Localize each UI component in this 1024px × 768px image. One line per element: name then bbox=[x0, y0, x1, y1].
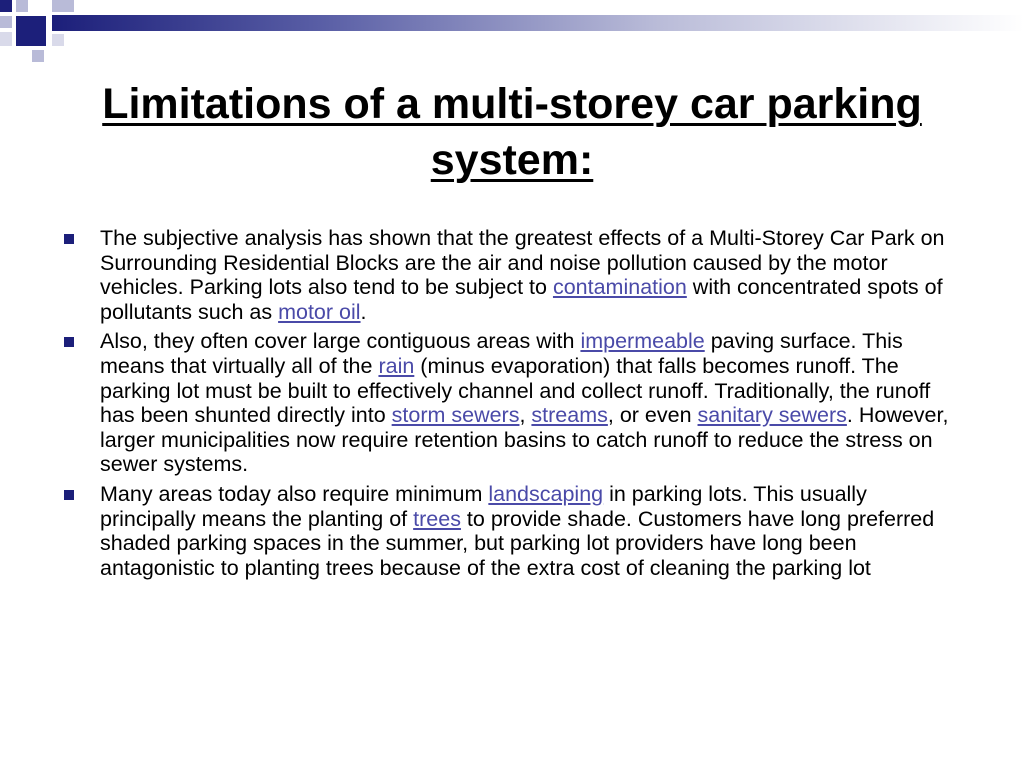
deco-square bbox=[52, 0, 74, 12]
deco-square bbox=[0, 32, 12, 46]
header-gradient-bar bbox=[52, 15, 1024, 31]
square-bullet-icon bbox=[64, 337, 74, 347]
deco-square bbox=[16, 0, 28, 12]
link-streams[interactable]: streams bbox=[531, 403, 608, 428]
link-rain[interactable]: rain bbox=[378, 353, 415, 378]
deco-square bbox=[32, 50, 44, 62]
deco-square bbox=[16, 16, 46, 46]
square-bullet-icon bbox=[64, 234, 74, 244]
link-landscaping[interactable]: landscaping bbox=[488, 481, 604, 506]
bullet-item bbox=[64, 226, 964, 324]
bullet-item bbox=[64, 482, 964, 580]
deco-square bbox=[0, 0, 12, 12]
bullet-text: Many areas today also require minimum bbox=[100, 481, 489, 506]
bullet-text: (minus evaporation) that falls becomes runoff. The parking lot must be built to effectively channel and collect runoff. Traditionally, the runoff has been shunted directly into bbox=[100, 353, 931, 428]
link-sanitary-sewers[interactable]: sanitary sewers bbox=[697, 403, 847, 428]
link-contamination[interactable]: contamination bbox=[552, 275, 687, 300]
bullet-list bbox=[64, 226, 964, 585]
link-trees[interactable]: trees bbox=[413, 506, 461, 531]
bullet-item bbox=[64, 329, 964, 477]
link-motor-oil[interactable]: motor oil bbox=[278, 299, 361, 324]
slide-title: Limitations of a multi-storey car parking system: bbox=[102, 80, 922, 184]
link-storm-sewers[interactable]: storm sewers bbox=[391, 403, 520, 428]
bullet-text: paving surface. This means that virtually all of the bbox=[100, 329, 903, 378]
bullet-text: . bbox=[360, 299, 367, 324]
bullet-text: with concentrated spots of pollutants such as bbox=[100, 275, 943, 324]
bullet-text: to provide shade. Customers have long preferred shaded parking spaces in the summer, but parking lot providers have long been antagonistic to planting trees because of the extra cost of cleaning the parking lot bbox=[100, 506, 935, 580]
header-decoration bbox=[0, 0, 1024, 64]
bullet-text: Also, they often cover large contiguous areas with bbox=[100, 329, 581, 354]
bullet-text: The subjective analysis has shown that the greatest effects of a Multi-Storey Car Park on Surrounding Residential Blocks are the air and noise pollution caused by the motor vehicles. Parking lots also tend to be subject to bbox=[100, 226, 945, 300]
bullet-text: . However, larger municipalities now require retention basins to catch runoff to reduce the stress on sewer systems. bbox=[100, 403, 949, 477]
deco-square bbox=[52, 34, 64, 46]
bullet-text: , or even bbox=[607, 403, 698, 428]
deco-square bbox=[0, 16, 12, 28]
bullet-text: , bbox=[519, 403, 532, 428]
bullet-text: in parking lots. This usually principally means the planting of bbox=[100, 481, 867, 531]
square-bullet-icon bbox=[64, 490, 74, 500]
link-impermeable[interactable]: impermeable bbox=[580, 329, 705, 354]
